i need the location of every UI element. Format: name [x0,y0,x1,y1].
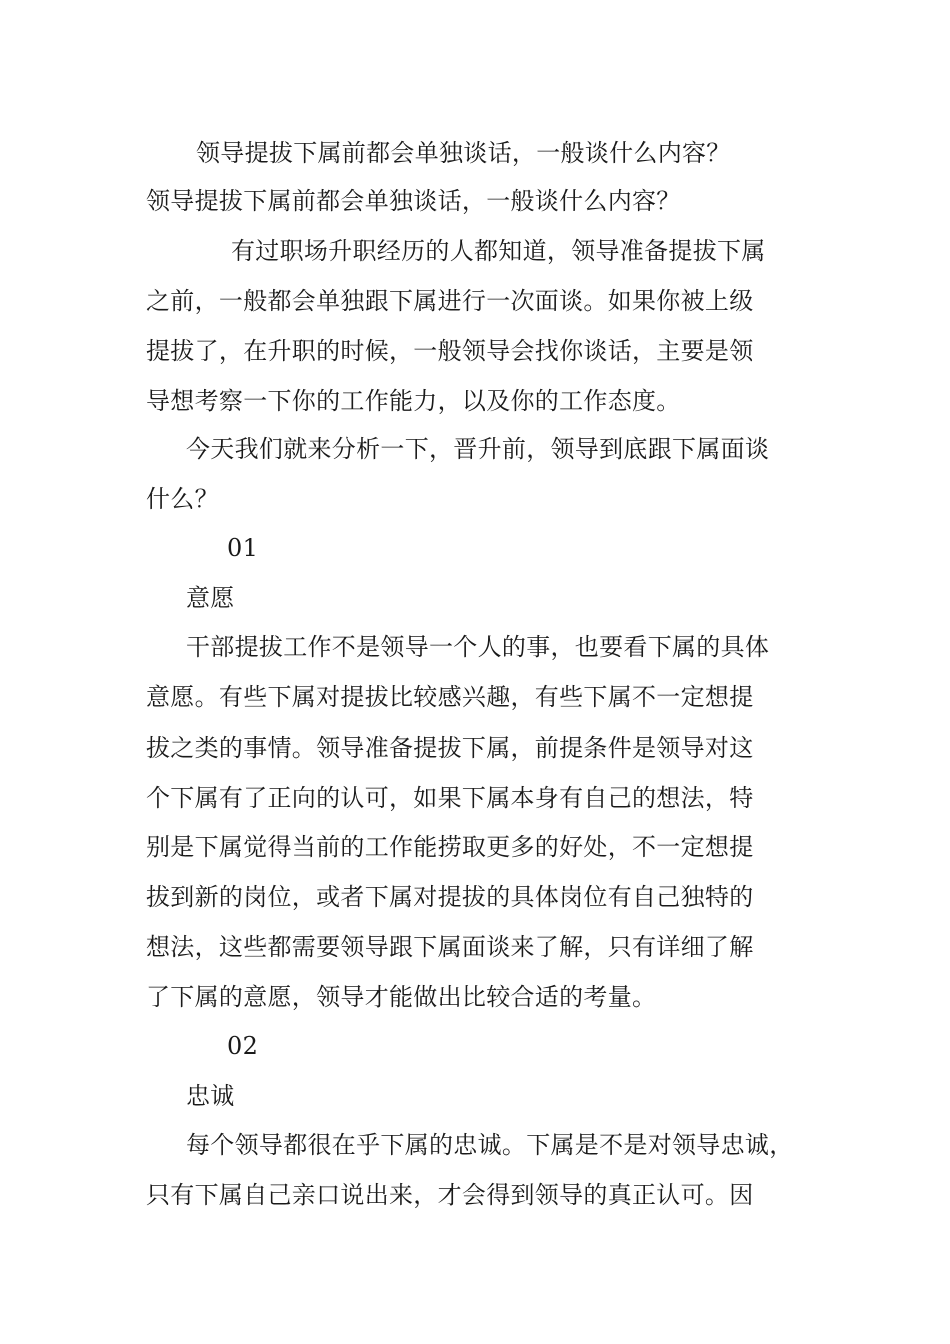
paragraph-line: 什么？ [146,485,219,513]
paragraph-line: 干部提拔工作不是领导一个人的事，也要看下属的具体 [186,633,770,661]
paragraph-line: 今天我们就来分析一下，晋升前，领导到底跟下属面谈 [186,435,770,463]
section-heading: 意愿 [186,584,235,612]
paragraph-line: 想法，这些都需要领导跟下属面谈来了解，只有详细了解 [146,933,754,961]
paragraph-line: 拔之类的事情。领导准备提拔下属，前提条件是领导对这 [146,734,754,762]
paragraph-line: 导想考察一下你的工作能力，以及你的工作态度。 [146,387,681,415]
document-subtitle: 领导提拔下属前都会单独谈话，一般谈什么内容？ [146,187,681,215]
section-heading: 忠诚 [186,1082,235,1110]
paragraph-line: 提拔了，在升职的时候，一般领导会找你谈话，主要是领 [146,337,754,365]
paragraph-line: 个下属有了正向的认可，如果下属本身有自己的想法，特 [146,784,754,812]
paragraph-line: 之前，一般都会单独跟下属进行一次面谈。如果你被上级 [146,287,754,315]
section-number: 01 [227,534,259,562]
document-title: 领导提拔下属前都会单独谈话，一般谈什么内容？ [196,139,731,167]
paragraph-line: 只有下属自己亲口说出来，才会得到领导的真正认可。因 [146,1181,754,1209]
section-number: 02 [227,1032,259,1060]
paragraph-line: 了下属的意愿，领导才能做出比较合适的考量。 [146,983,657,1011]
paragraph-line: 有过职场升职经历的人都知道，领导准备提拔下属 [231,237,766,265]
paragraph-line: 每个领导都很在乎下属的忠诚。下属是不是对领导忠诚， [186,1131,794,1159]
paragraph-line: 拔到新的岗位，或者下属对提拔的具体岗位有自己独特的 [146,883,754,911]
paragraph-line: 别是下属觉得当前的工作能捞取更多的好处，不一定想提 [146,833,754,861]
paragraph-line: 意愿。有些下属对提拔比较感兴趣，有些下属不一定想提 [146,683,754,711]
